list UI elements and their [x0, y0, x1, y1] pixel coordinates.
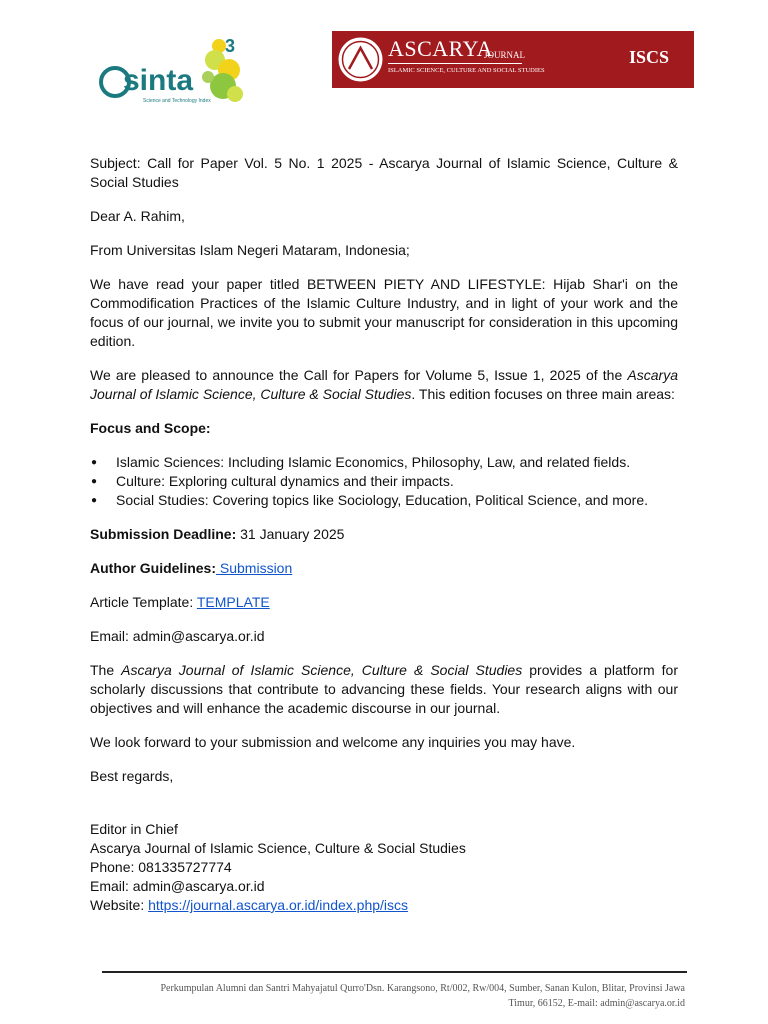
platform-paragraph: The Ascarya Journal of Islamic Science, Culture & Social Studies provides a platform for scholarly discussions that contribute to advancing these fields. Your research aligns with our objectives and will enhance the academic discourse in our journal.	[90, 662, 678, 716]
footer-address: Perkumpulan Alumni dan Santri Mahyajatul Qurro'Dsn. Karangsono, Rt/002, Rw/004, Sumber, Sanan Kulon, Blitar, Provinsi Jawa Timur, 66152, E-mail: admin@ascarya.or.id	[160, 983, 685, 1009]
sinta-logo	[95, 30, 245, 112]
intro-paragraph: We have read your paper titled BETWEEN PIETY AND LIFESTYLE: Hijab Shar'i on the Commodification Practices of the Islamic Culture Industry, and in light of your work and the focus of our journal, we invite you to submit your manuscript for consideration in this upcoming edition.	[90, 276, 678, 349]
closing-paragraph: We look forward to your submission and welcome any inquiries you may have.	[90, 734, 576, 750]
sign-email: Email: admin@ascarya.or.id	[90, 878, 265, 894]
list-item: ● Culture: Exploring cultural dynamics and their impacts.	[116, 472, 678, 491]
sign-journal: Ascarya Journal of Islamic Science, Culture & Social Studies	[90, 840, 466, 856]
banner-title: ASCARYA	[388, 36, 493, 61]
closing-salutation: Best regards,	[90, 768, 174, 784]
website-link[interactable]: https://journal.ascarya.or.id/index.php/iscs	[148, 897, 409, 913]
sign-website: Website: https://journal.ascarya.or.id/index.php/iscs	[90, 897, 409, 913]
from-line: From Universitas Islam Negeri Mataram, Indonesia;	[90, 242, 410, 258]
list-item: ● Islamic Sciences: Including Islamic Economics, Philosophy, Law, and related fields.	[116, 453, 678, 472]
footer-divider	[102, 971, 687, 973]
announcement-paragraph: We are pleased to announce the Call for Papers for Volume 5, Issue 1, 2025 of the Ascarya Journal of Islamic Science, Culture & Social Studies. This edition focuses on three main areas:	[90, 367, 678, 402]
guidelines-line: Author Guidelines: Submission	[90, 560, 293, 576]
focus-heading: Focus and Scope:	[90, 420, 211, 436]
svg-text:3: 3	[225, 36, 236, 56]
journal-name: Ascarya Journal of Islamic Science, Culture & Social Studies	[90, 367, 678, 402]
deadline-line: Submission Deadline: 31 January 2025	[90, 526, 345, 542]
svg-text:sinta: sinta	[123, 64, 194, 97]
list-item: ● Social Studies: Covering topics like Sociology, Education, Political Science, and more.	[116, 491, 678, 510]
banner-rule	[388, 63, 522, 64]
banner-code: ISCS	[628, 47, 669, 67]
journal-name: Ascarya Journal of Islamic Science, Culture & Social Studies	[121, 662, 523, 678]
greeting: Dear A. Rahim,	[90, 208, 185, 224]
ascarya-emblem-icon	[336, 35, 385, 84]
sign-phone: Phone: 081335727774	[90, 859, 232, 875]
focus-list	[90, 453, 678, 510]
signature-block	[90, 820, 678, 915]
ascarya-banner	[332, 31, 694, 88]
banner-subtitle: ISLAMIC SCIENCE, CULTURE AND SOCIAL STUDIES	[388, 67, 545, 74]
sign-role: Editor in Chief	[90, 821, 178, 837]
submission-link[interactable]: Submission	[216, 560, 293, 576]
svg-text:Science and Technology Index: Science and Technology Index	[143, 98, 211, 104]
letterhead	[0, 0, 768, 120]
banner-journal-label: JOURNAL	[484, 50, 526, 60]
template-link[interactable]: TEMPLATE	[196, 594, 270, 610]
template-line: Article Template: TEMPLATE	[90, 594, 270, 610]
subject-line: Subject: Call for Paper Vol. 5 No. 1 2025 - Ascarya Journal of Islamic Science, Culture & Social Studies	[90, 155, 678, 190]
email-line: Email: admin@ascarya.or.id	[90, 628, 265, 644]
letter-body	[90, 154, 678, 915]
